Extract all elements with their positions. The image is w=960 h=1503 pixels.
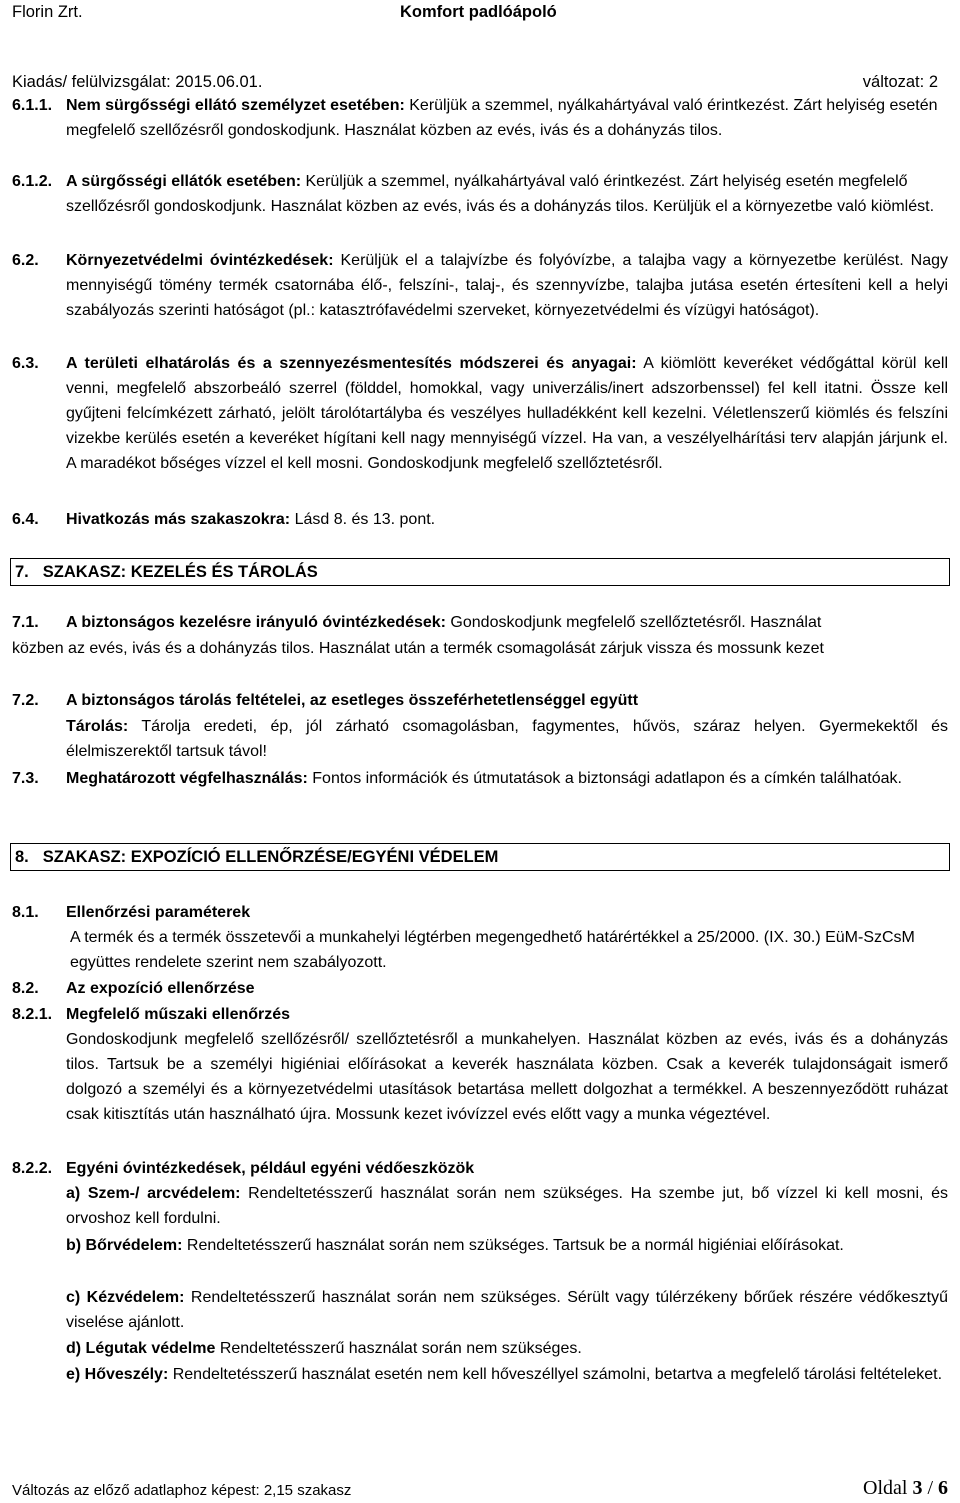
- section-number: 6.3.: [12, 355, 39, 372]
- section-7-header: [10, 558, 950, 586]
- paragraph-6-3: [66, 351, 948, 476]
- subheading: Nem sürgősségi ellátó személyzet esetében:: [66, 97, 405, 114]
- item-label: a) Szem-/ arcvédelem:: [66, 1185, 241, 1202]
- paragraph-6-1-2: [66, 169, 948, 219]
- section-number: 6.2.: [12, 252, 39, 269]
- paragraph-7-3: [66, 766, 948, 791]
- section-number: 6.1.1.: [12, 97, 53, 114]
- paragraph-6-4: [66, 507, 948, 532]
- body-text: Gondoskodjunk megfelelő szellőztetésről. Használat: [445, 614, 822, 631]
- section-number: 6.1.2.: [12, 173, 53, 190]
- section-number: 6.4.: [12, 511, 39, 528]
- page-label: Oldal: [863, 1477, 908, 1499]
- body-text: Rendeltetésszerű használat során nem szükséges. Sérült vagy túlérzékeny bőrűek részére védőkesztyű viselése ajánlott.: [66, 1289, 949, 1331]
- paragraph-7-1b: közben az evés, ivás és a dohányzás tilos. Használat után a termék csomagolását zárjuk vissza és mossunk kezet: [12, 640, 824, 657]
- storage-label: Tárolás:: [66, 718, 129, 735]
- paragraph-6-1-1: [66, 93, 948, 143]
- item-respiratory-protection: [66, 1336, 948, 1361]
- subheading: A sürgősségi ellátók esetében:: [66, 173, 302, 190]
- section-7-title: SZAKASZ: KEZELÉS ÉS TÁROLÁS: [42, 563, 318, 581]
- issue-date: Kiadás/ felülvizsgálat: 2015.06.01.: [12, 73, 263, 91]
- subheading-8-2: Az expozíció ellenőrzése: [66, 980, 255, 997]
- item-label: e) Hőveszély:: [66, 1366, 169, 1383]
- item-label: c) Kézvédelem:: [66, 1289, 185, 1306]
- body-text: Kerüljük a szemmel, nyálkahártyával való érintkezést. Zárt helyiség esetén megfelelő szellőzésről gondoskodjunk. Használat közben az evés, ivás és a dohányzás tilos.: [66, 97, 938, 139]
- section-number: 7.3.: [12, 770, 39, 787]
- section-number: 8.2.1.: [12, 1006, 53, 1023]
- section-number: 8.2.: [12, 980, 39, 997]
- page-total: 6: [938, 1477, 948, 1499]
- change-note: Változás az előző adatlaphoz képest: 2,15 szakasz: [12, 1482, 352, 1499]
- paragraph-7-1a: [66, 610, 948, 635]
- item-label: d) Légutak védelme: [66, 1340, 216, 1357]
- body-text: Fontos információk és útmutatások a biztonsági adatlapon és a címkén találhatóak.: [307, 770, 902, 787]
- subheading-8-2-1: Megfelelő műszaki ellenőrzés: [66, 1006, 291, 1023]
- body-text: Lásd 8. és 13. pont.: [290, 511, 436, 528]
- subheading-8-2-2: Egyéni óvintézkedések, például egyéni védőeszközök: [66, 1160, 475, 1177]
- version: változat: 2: [862, 73, 938, 91]
- subheading: A területi elhatárolás és a szennyezésmentesítés módszerei és anyagai:: [66, 355, 637, 372]
- paragraph-8-1: A termék és a termék összetevői a munkahelyi légtérben megengedhető határértékkel a 25/2000. (IX. 30.) EüM-SzCsM együttes rendelete szerint nem szabályozott.: [70, 929, 915, 971]
- item-eye-protection: [66, 1181, 948, 1231]
- body-text: A kiömlött keveréket védőgáttal körül kell venni, megfelelő abszorbeáló szerrel (földdel, homokkal, vagy univerzális/inert adszorbenssel) fel kell itatni. Össze kell gyűjteni felcímkézett zárható, jelölt tárolótartályba és veszélyes hulladékként kell kezelni. Véletlenszerű kiömlés és felszíni vizekbe kerülés esetén a keveréket hígítani kell nagy mennyiségű vízzel. Ha van, a veszélyelhárítási terv alapján járjunk el. A maradékot bőséges vízzel el kell mosni. Gondoskodjunk megfelelő szellőztetésről.: [66, 355, 948, 472]
- section-8-title: SZAKASZ: EXPOZÍCIÓ ELLENŐRZÉSE/EGYÉNI VÉDELEM: [42, 848, 499, 866]
- item-hand-protection: [66, 1285, 948, 1335]
- body-text: Rendeltetésszerű használat során nem szükséges.: [215, 1340, 582, 1357]
- body-text: Rendeltetésszerű használat esetén nem kell hőveszéllyel számolni, betartva a megfelelő tárolási feltételeket.: [168, 1366, 943, 1383]
- subheading-7-2: A biztonságos tárolás feltételei, az esetleges összeférhetetlenséggel együtt: [66, 692, 639, 709]
- section-8-header: [10, 843, 950, 871]
- subheading: A biztonságos kezelésre irányuló óvintézkedések:: [66, 614, 446, 631]
- body-text: Rendeltetésszerű használat során nem szükséges. Ha szembe jut, bő vízzel ki kell mosni, és orvoshoz kell fordulni.: [66, 1185, 949, 1227]
- page-number: 3: [912, 1477, 923, 1499]
- company-name: Florin Zrt.: [12, 3, 83, 21]
- page-separator: /: [927, 1477, 933, 1499]
- subheading: Hivatkozás más szakaszokra:: [66, 511, 291, 528]
- item-label: b) Bőrvédelem:: [66, 1237, 183, 1254]
- paragraph-6-2: [66, 248, 948, 323]
- paragraph-7-2: [66, 714, 948, 764]
- paragraph-8-2-1: Gondoskodjunk megfelelő szellőzésről/ szellőztetésről a munkahelyen. Használat közben az evés, ivás és a dohányzás tilos. Tartsuk be a személyi higiéniai előírásokat a keverék használata közben. Csak a keverék tulajdonságait ismerő dolgozó a személyi és a környezetvédelmi utasítások betartása mellett dolgozhat a termékkel. A beszennyeződött ruházat csak kitisztítás után használható újra. Mossunk kezet ivóvízzel evés előtt vagy a munka végeztével.: [66, 1031, 948, 1123]
- section-number: 7.1.: [12, 614, 39, 631]
- body-text: Kerüljük a szemmel, nyálkahártyával való érintkezést. Zárt helyiség esetén megfelelő szellőzésről gondoskodjunk. Használat közben az evés, ivás és a dohányzás tilos. Kerüljük el a környezetbe való kiömlést.: [66, 173, 935, 215]
- product-name: Komfort padlóápoló: [400, 3, 557, 21]
- section-number: 8.2.2.: [12, 1160, 53, 1177]
- body-text: Rendeltetésszerű használat során nem szükséges. Tartsuk be a normál higiéniai előírásokat.: [182, 1237, 844, 1254]
- subheading: Környezetvédelmi óvintézkedések:: [66, 252, 334, 269]
- body-text: Tárolja eredeti, ép, jól zárható csomagolásban, fagymentes, hűvös, száraz helyen. Gyermekektől és élelmiszerektől tartsuk távol!: [66, 718, 948, 760]
- body-text: Kerüljük el a talajvízbe és folyóvízbe, a talajba vagy a környezetbe kerülést. Nagy mennyiségű tömény termék csatornába élő-, felszíni-, talaj-, és szennyvízbe, talajba jutása esetén értesíteni kell a helyi szabályozás szerinti hatóságot (pl.: katasztrófavédelmi szerveket, környezetvédelmi és vízügyi hatóságot).: [66, 252, 948, 319]
- item-thermal-hazard: [66, 1362, 948, 1387]
- subheading-8-1: Ellenőrzési paraméterek: [66, 904, 251, 921]
- item-skin-protection: [66, 1233, 948, 1258]
- subheading: Meghatározott végfelhasználás:: [66, 770, 308, 787]
- page-indicator: [863, 1474, 948, 1502]
- section-8-number: 8.: [15, 848, 29, 866]
- section-number: 7.2.: [12, 692, 39, 709]
- section-number: 8.1.: [12, 904, 39, 921]
- section-7-number: 7.: [15, 563, 29, 581]
